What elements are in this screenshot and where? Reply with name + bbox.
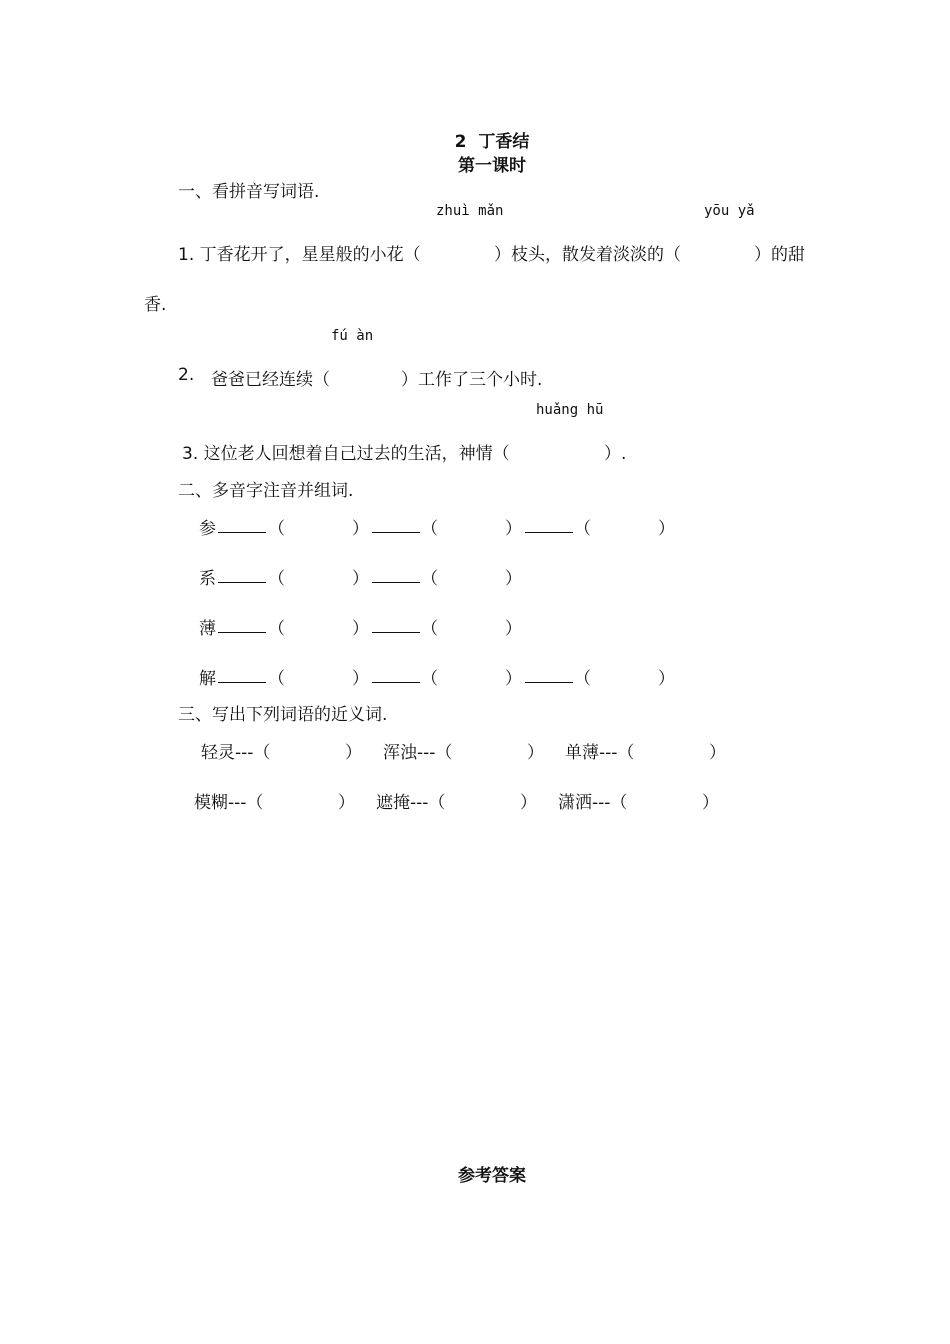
lesson-subtitle: 第一课时 [458, 156, 526, 176]
paren-close: ） [505, 619, 522, 639]
blank[interactable] [372, 615, 420, 633]
q2-text-part1: 爸爸已经连续（ [211, 370, 330, 390]
q1-text-part3: ）的甜 [754, 245, 805, 265]
paren-close: ） [352, 619, 369, 639]
paren-open: （ [268, 519, 285, 539]
section-3-heading: 三、写出下列词语的近义词. [178, 705, 388, 725]
pinyin-huanghu: huǎng hū [536, 402, 604, 418]
paren-close: ） [658, 669, 675, 689]
paren-close: ） [345, 743, 362, 763]
section-2-heading: 二、多音字注音并组词. [178, 481, 354, 501]
synonym-item-danbao: 单薄---（ [565, 743, 635, 763]
synonym-item-hunzhuo: 浑浊---（ [383, 743, 453, 763]
polyphone-char-xi: 系 [199, 569, 216, 589]
paren-open: （ [421, 569, 438, 589]
q3-text-part1: 3. 这位老人回想着自己过去的生活，神情（ [182, 444, 510, 464]
blank[interactable] [218, 565, 266, 583]
paren-open: （ [574, 669, 591, 689]
synonym-item-qingling: 轻灵---（ [201, 743, 271, 763]
blank[interactable] [218, 615, 266, 633]
paren-close: ） [702, 793, 719, 813]
q1-text-part4: 香. [144, 295, 167, 315]
paren-close: ） [352, 519, 369, 539]
paren-open: （ [421, 669, 438, 689]
blank[interactable] [372, 515, 420, 533]
blank[interactable] [525, 665, 573, 683]
paren-close: ） [338, 793, 355, 813]
paren-close: ） [520, 793, 537, 813]
blank[interactable] [218, 515, 266, 533]
synonym-item-mohu: 模糊---（ [194, 793, 264, 813]
section-1-heading: 一、看拼音写词语. [178, 182, 320, 202]
paren-open: （ [421, 519, 438, 539]
paren-open: （ [268, 669, 285, 689]
paren-open: （ [268, 569, 285, 589]
polyphone-char-jie: 解 [199, 669, 216, 689]
paren-close: ） [658, 519, 675, 539]
paren-close: ） [352, 669, 369, 689]
paren-close: ） [709, 743, 726, 763]
blank[interactable] [372, 565, 420, 583]
paren-close: ） [505, 569, 522, 589]
paren-open: （ [268, 619, 285, 639]
pinyin-fuan: fú àn [331, 328, 374, 344]
polyphone-char-bao: 薄 [199, 619, 216, 639]
paren-close: ） [505, 519, 522, 539]
polyphone-char-can: 参 [199, 519, 216, 539]
synonym-item-xiaosa: 潇洒---（ [558, 793, 628, 813]
q3-text-part2: ）. [604, 444, 627, 464]
paren-close: ） [505, 669, 522, 689]
q1-text-part1: 1. 丁香花开了，星星般的小花（ [178, 245, 421, 265]
paren-open: （ [574, 519, 591, 539]
blank[interactable] [372, 665, 420, 683]
paren-open: （ [421, 619, 438, 639]
q2-text-part2: ）工作了三个小时. [401, 370, 543, 390]
pinyin-youya: yōu yǎ [704, 203, 755, 219]
synonym-item-zheyan: 遮掩---（ [376, 793, 446, 813]
paren-close: ） [527, 743, 544, 763]
q1-text-part2: ）枝头，散发着淡淡的（ [494, 245, 681, 265]
q2-number: 2. [178, 365, 195, 385]
answers-title: 参考答案 [458, 1166, 526, 1186]
blank[interactable] [218, 665, 266, 683]
pinyin-zhuiman: zhuì mǎn [436, 203, 504, 219]
blank[interactable] [525, 515, 573, 533]
lesson-title: 2 丁香结 [454, 132, 530, 152]
paren-close: ） [352, 569, 369, 589]
